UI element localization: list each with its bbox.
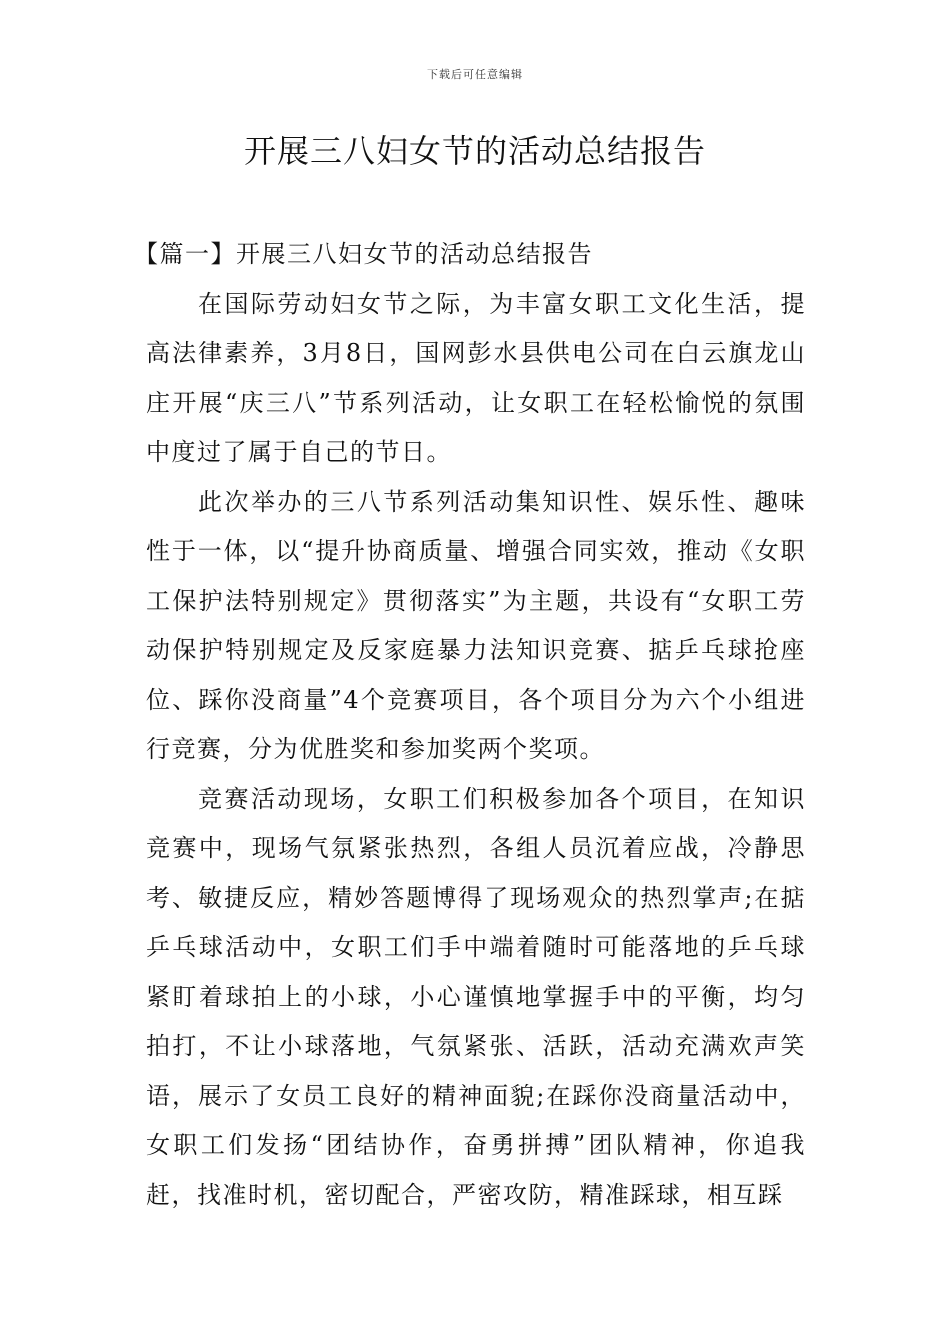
paragraph-3: 竞赛活动现场，女职工们积极参加各个项目，在知识竞赛中，现场气氛紧张热烈，各组人员沉着应战，冷静思考、敏捷反应，精妙答题博得了现场观众的热烈掌声;在掂乒乓球活动中，女职工们手中端着随时可能落地的乒乓球紧盯着球拍上的小球，小心谨慎地掌握手中的平衡，均匀拍打，不让小球落地，气氛紧张、活跃，活动充满欢声笑语，展示了女员工良好的精神面貌;在踩你没商量活动中，女职工们发扬“团结协作，奋勇拼搏”团队精神，你追我赶，找准时机，密切配合，严密攻防，精准踩球，相互踩 [146,784,806,1209]
document-body [134,230,806,1220]
paragraph-1: 在国际劳动妇女节之际，为丰富女职工文化生活，提高法律素养，3月8日，国网彭水县供电公司在白云旗龙山庄开展“庆三八”节系列活动，让女职工在轻松愉悦的氛围中度过了属于自己的节日。 [146,289,806,466]
header-note: 下载后可任意编辑 [427,68,523,81]
paragraph-2: 此次举办的三八节系列活动集知识性、娱乐性、趣味性于一体，以“提升协商质量、增强合同实效，推动《女职工保护法特别规定》贯彻落实”为主题，共设有“女职工劳动保护特别规定及反家庭暴力法知识竞赛、掂乒乓球抢座位、踩你没商量”4个竞赛项目，各个项目分为六个小组进行竞赛，分为优胜奖和参加奖两个奖项。 [146,487,806,763]
document-title: 开展三八妇女节的活动总结报告 [243,132,706,170]
section-heading: 【篇一】开展三八妇女节的活动总结报告 [134,240,593,268]
